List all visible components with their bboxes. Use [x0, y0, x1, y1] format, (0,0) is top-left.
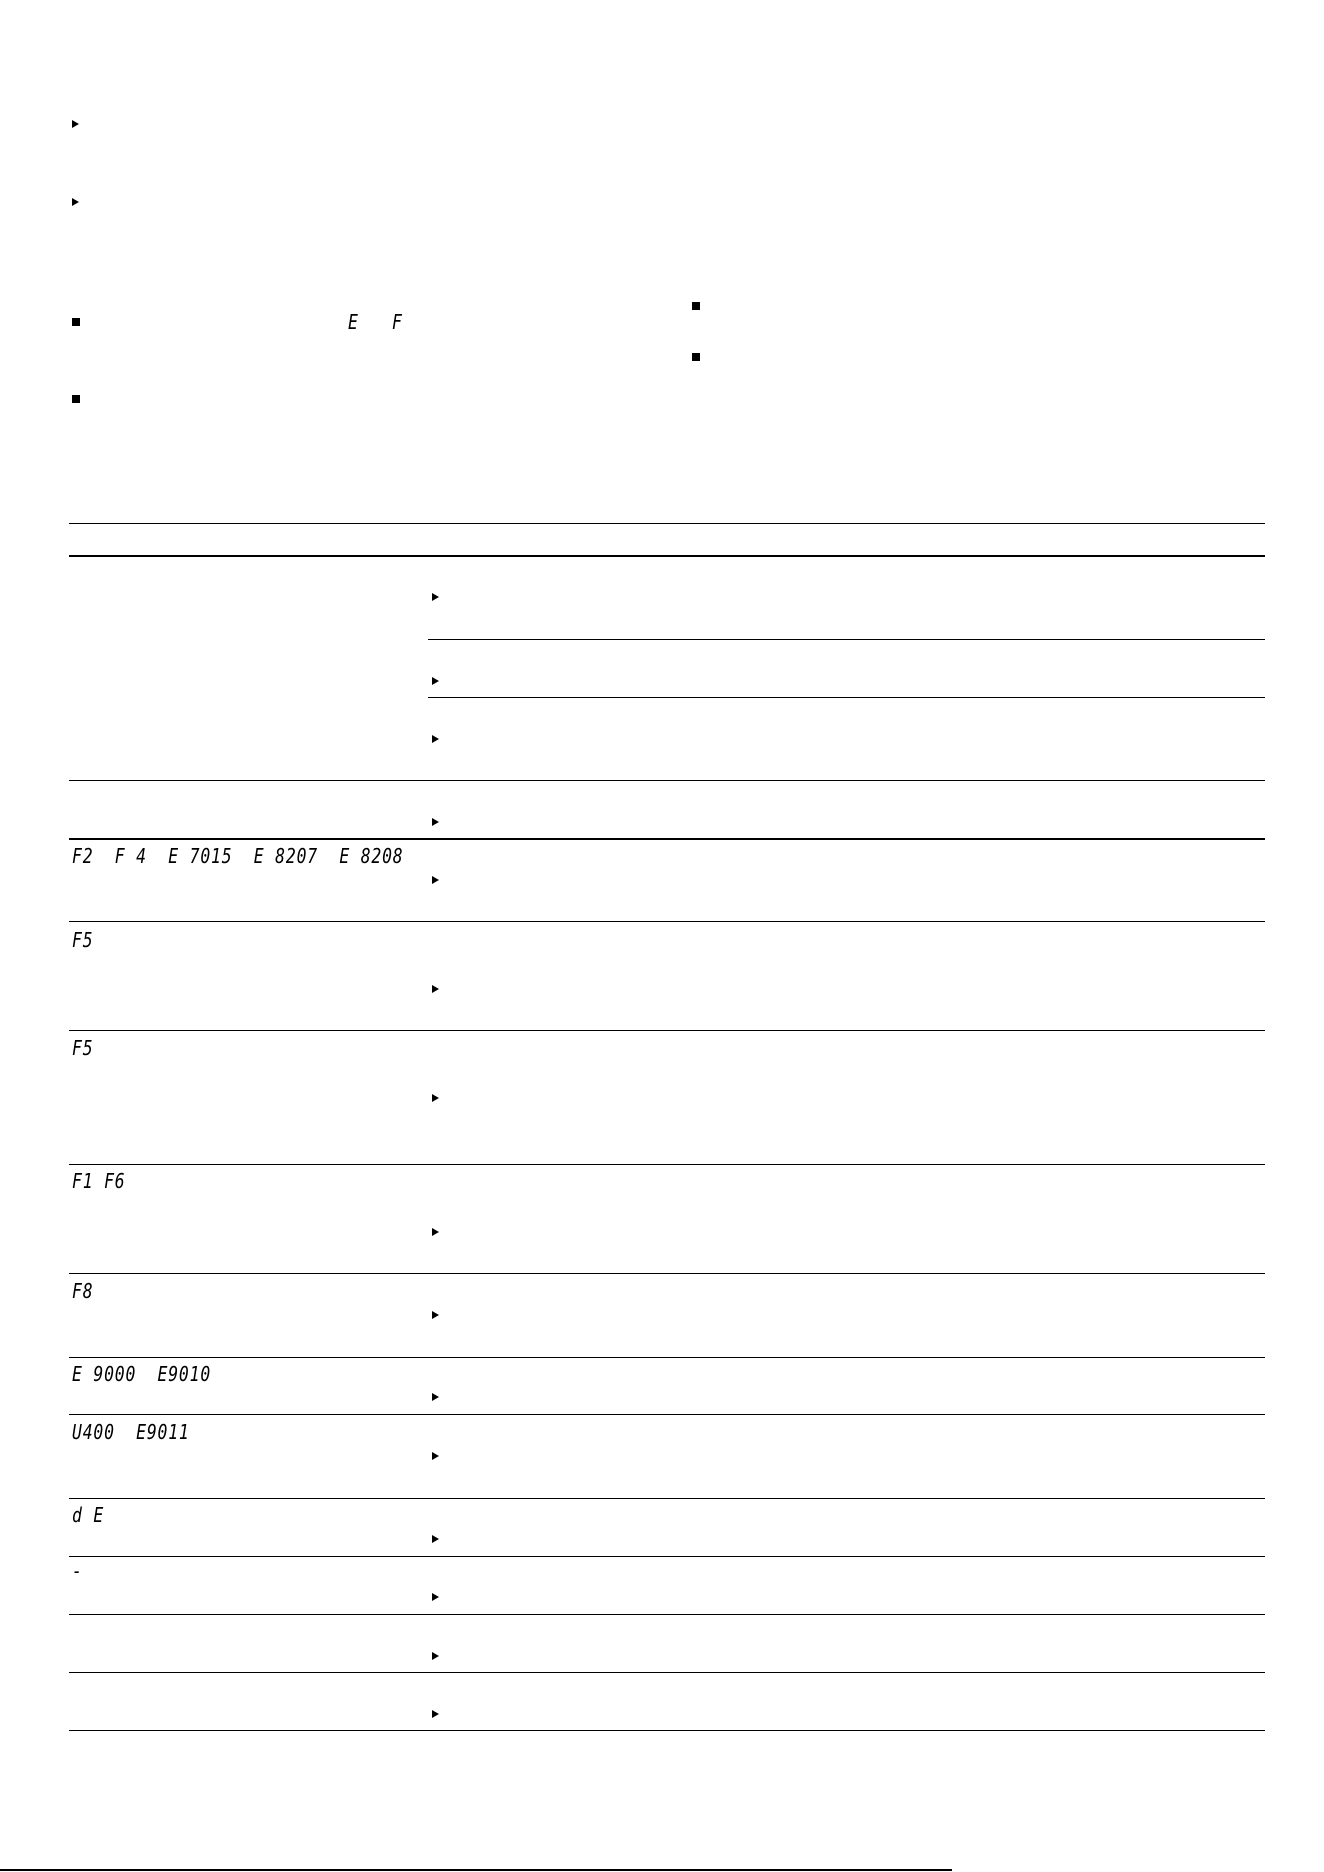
- action-arrow: [432, 818, 439, 826]
- action-arrow: [432, 1228, 439, 1236]
- action-arrow: [432, 677, 439, 685]
- display-code-E: E: [348, 310, 359, 334]
- action-arrow: [432, 1094, 439, 1102]
- table-row-divider: [69, 1614, 1265, 1615]
- table-row-code: F5: [72, 928, 94, 952]
- action-arrow: [432, 735, 439, 743]
- table-row-code: F5: [72, 1036, 94, 1060]
- action-arrow: [432, 985, 439, 993]
- table-header-rule: [69, 555, 1265, 557]
- table-top-rule: [69, 523, 1265, 524]
- table-row-divider: [69, 780, 1265, 781]
- action-arrow: [432, 876, 439, 884]
- table-row-divider: [69, 1357, 1265, 1358]
- action-arrow: [432, 1393, 439, 1401]
- table-row-code: d E: [72, 1503, 105, 1527]
- intro-bullet-arrow-2: [72, 198, 79, 206]
- table-row-code: -: [72, 1559, 83, 1583]
- action-arrow: [432, 1593, 439, 1601]
- table-row-divider: [69, 1414, 1265, 1415]
- action-arrow: [432, 593, 439, 601]
- action-arrow: [432, 1311, 439, 1319]
- action-arrow: [432, 1652, 439, 1660]
- right-bullet-square-2: [692, 353, 700, 361]
- display-code-F: F: [392, 310, 403, 334]
- table-bottom-rule: [69, 1730, 1265, 1731]
- action-arrow: [432, 1452, 439, 1460]
- table-row-code: F2 F 4 E 7015 E 8207 E 8208: [72, 844, 404, 868]
- action-arrow: [432, 1710, 439, 1718]
- table-row-divider: [69, 1273, 1265, 1274]
- table-row-divider: [69, 1556, 1265, 1557]
- page-footer-rule: [0, 1869, 952, 1871]
- table-row-code: U400 E9011: [72, 1420, 190, 1444]
- table-row-divider: [69, 921, 1265, 922]
- left-bullet-square-2: [72, 395, 80, 403]
- action-arrow: [432, 1535, 439, 1543]
- sub-row-divider: [428, 697, 1265, 698]
- table-row-divider: [69, 1164, 1265, 1165]
- table-row-code: F8: [72, 1279, 94, 1303]
- table-row-divider: [69, 838, 1265, 840]
- intro-bullet-arrow-1: [72, 120, 79, 128]
- table-row-divider: [69, 1498, 1265, 1499]
- left-bullet-square-1: [72, 318, 80, 326]
- table-row-code: F1 F6: [72, 1169, 126, 1193]
- right-bullet-square-1: [692, 302, 700, 310]
- table-row-divider: [69, 1672, 1265, 1673]
- sub-row-divider: [428, 639, 1265, 640]
- table-row-divider: [69, 1030, 1265, 1031]
- table-row-code: E 9000 E9010: [72, 1362, 212, 1386]
